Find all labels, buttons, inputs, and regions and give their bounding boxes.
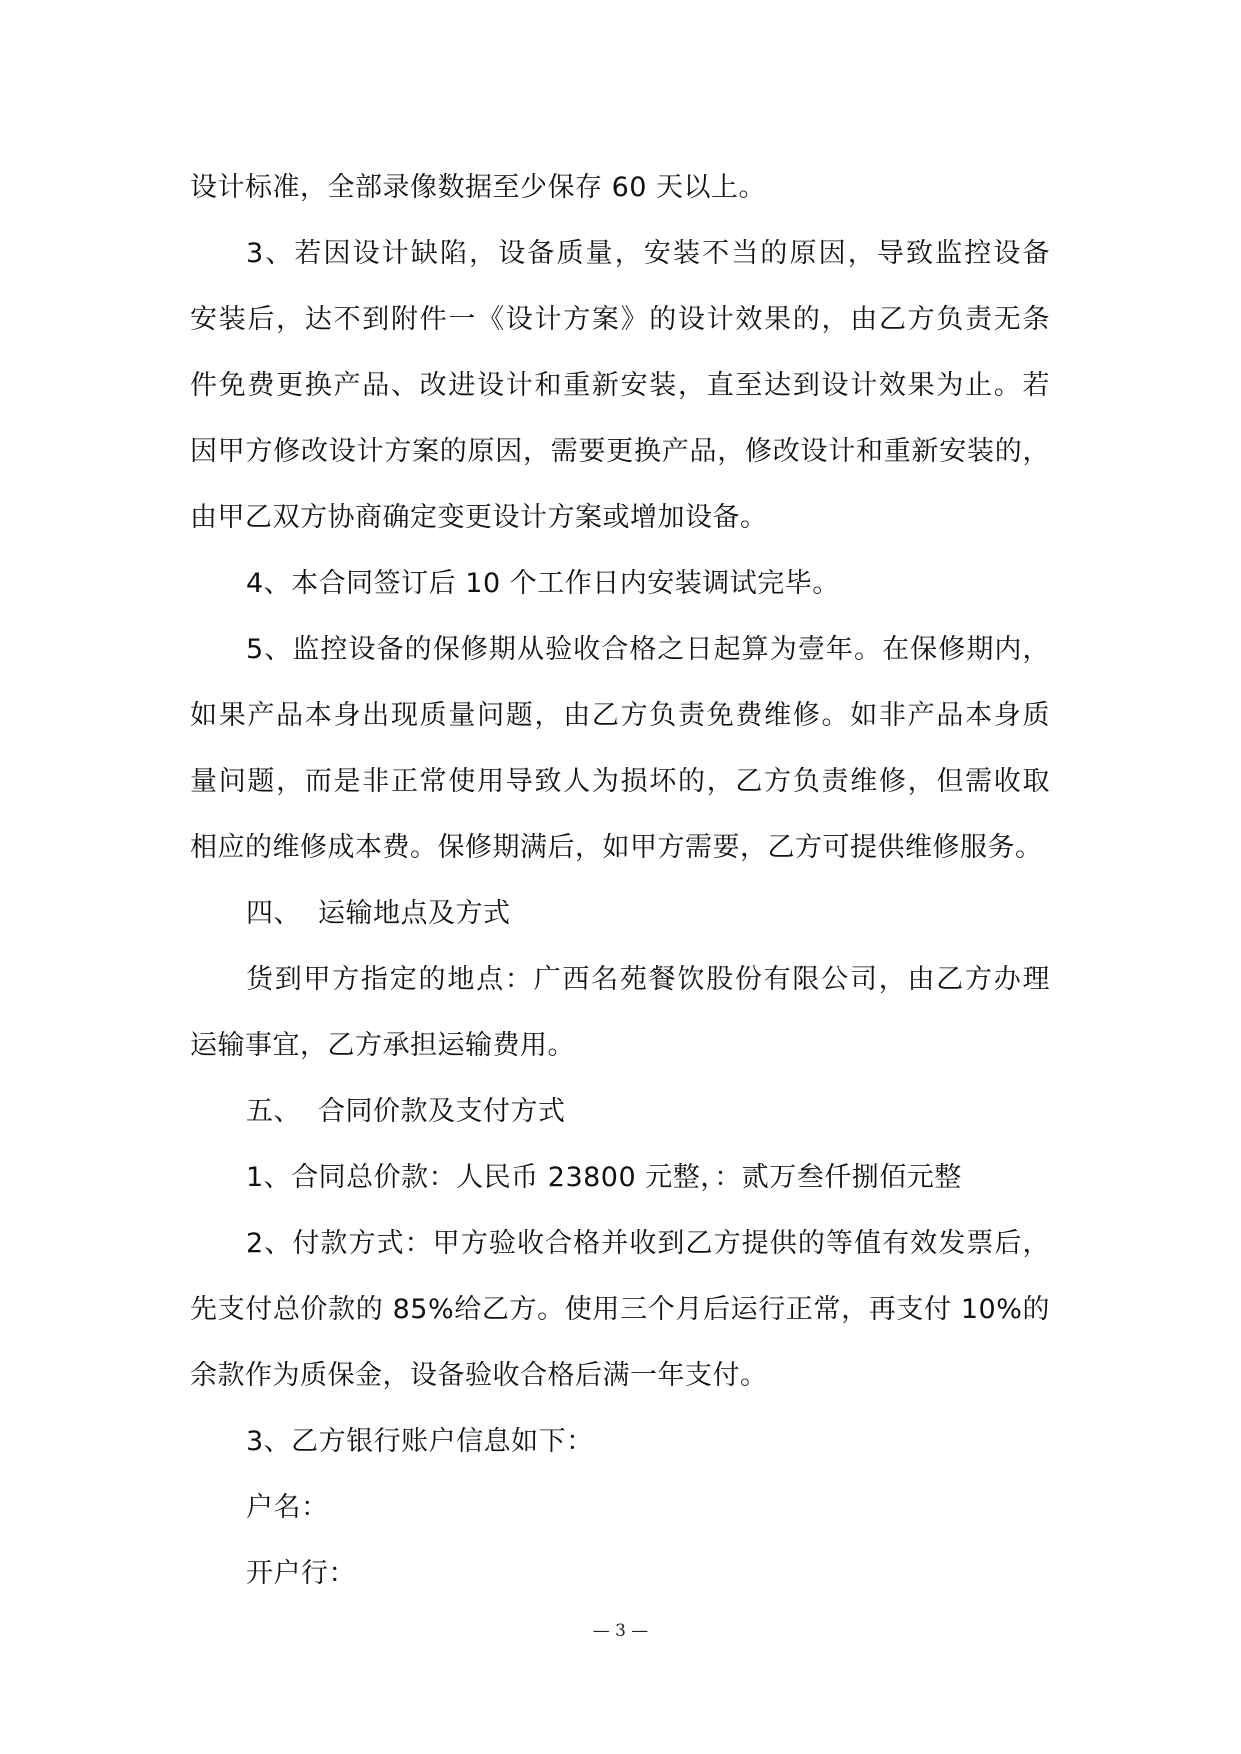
paragraph-line: 5、监控设备的保修期从验收合格之日起算为壹年。在保修期内， [246, 634, 1050, 665]
paragraph-line: 2、付款方式：甲方验收合格并收到乙方提供的等值有效发票后， [246, 1228, 1050, 1259]
paragraph-line: 因甲方修改设计方案的原因，需要更换产品，修改设计和重新安装的， [190, 436, 1050, 467]
paragraph-line: 余款作为质保金，设备验收合格后满一年支付。 [190, 1360, 768, 1391]
paragraph-line: 3、若因设计缺陷，设备质量，安装不当的原因，导致监控设备 [246, 238, 1050, 269]
document-body [190, 155, 1050, 1607]
paragraph-line: 设计标准，全部录像数据至少保存 60 天以上。 [190, 172, 767, 203]
paragraph-line: 运输事宜，乙方承担运输费用。 [190, 1030, 575, 1061]
section-number: 四、 [246, 898, 301, 929]
section-heading-4 [190, 881, 1050, 947]
bank-label: 开户行： [246, 1558, 356, 1589]
paragraph-line: 相应的维修成本费。保修期满后，如甲方需要，乙方可提供维修服务。 [190, 832, 1043, 863]
paragraph-line: 量问题，而是非正常使用导致人为损坏的，乙方负责维修，但需收取 [190, 766, 1050, 797]
section-heading-5 [190, 1079, 1050, 1145]
paragraph-line: 如果产品本身出现质量问题，由乙方负责免费维修。如非产品本身质 [190, 700, 1050, 731]
section-number: 五、 [246, 1096, 301, 1127]
page-number: — 3 — [592, 1621, 649, 1641]
paragraph-line: 先支付总价款的 85%给乙方。使用三个月后运行正常，再支付 10%的 [190, 1294, 1050, 1325]
paragraph-line: 由甲乙双方协商确定变更设计方案或增加设备。 [190, 502, 768, 533]
paragraph-line: 1、合同总价款：人民币 23800 元整，：贰万叁仟捌佰元整 [246, 1162, 962, 1193]
section-title: 运输地点及方式 [318, 898, 511, 929]
paragraph-line: 件免费更换产品、改进设计和重新安装，直至达到设计效果为止。若 [190, 370, 1050, 401]
paragraph-line: 3、乙方银行账户信息如下： [246, 1426, 594, 1457]
paragraph-line: 安装后，达不到附件一《设计方案》的设计效果的，由乙方负责无条 [190, 304, 1050, 335]
section-title: 合同价款及支付方式 [318, 1096, 566, 1127]
paragraph-line: 4、本合同签订后 10 个工作日内安装调试完毕。 [246, 568, 840, 599]
account-name-label: 户名： [246, 1492, 329, 1523]
paragraph-line: 货到甲方指定的地点：广西名苑餐饮股份有限公司，由乙方办理 [246, 964, 1050, 995]
